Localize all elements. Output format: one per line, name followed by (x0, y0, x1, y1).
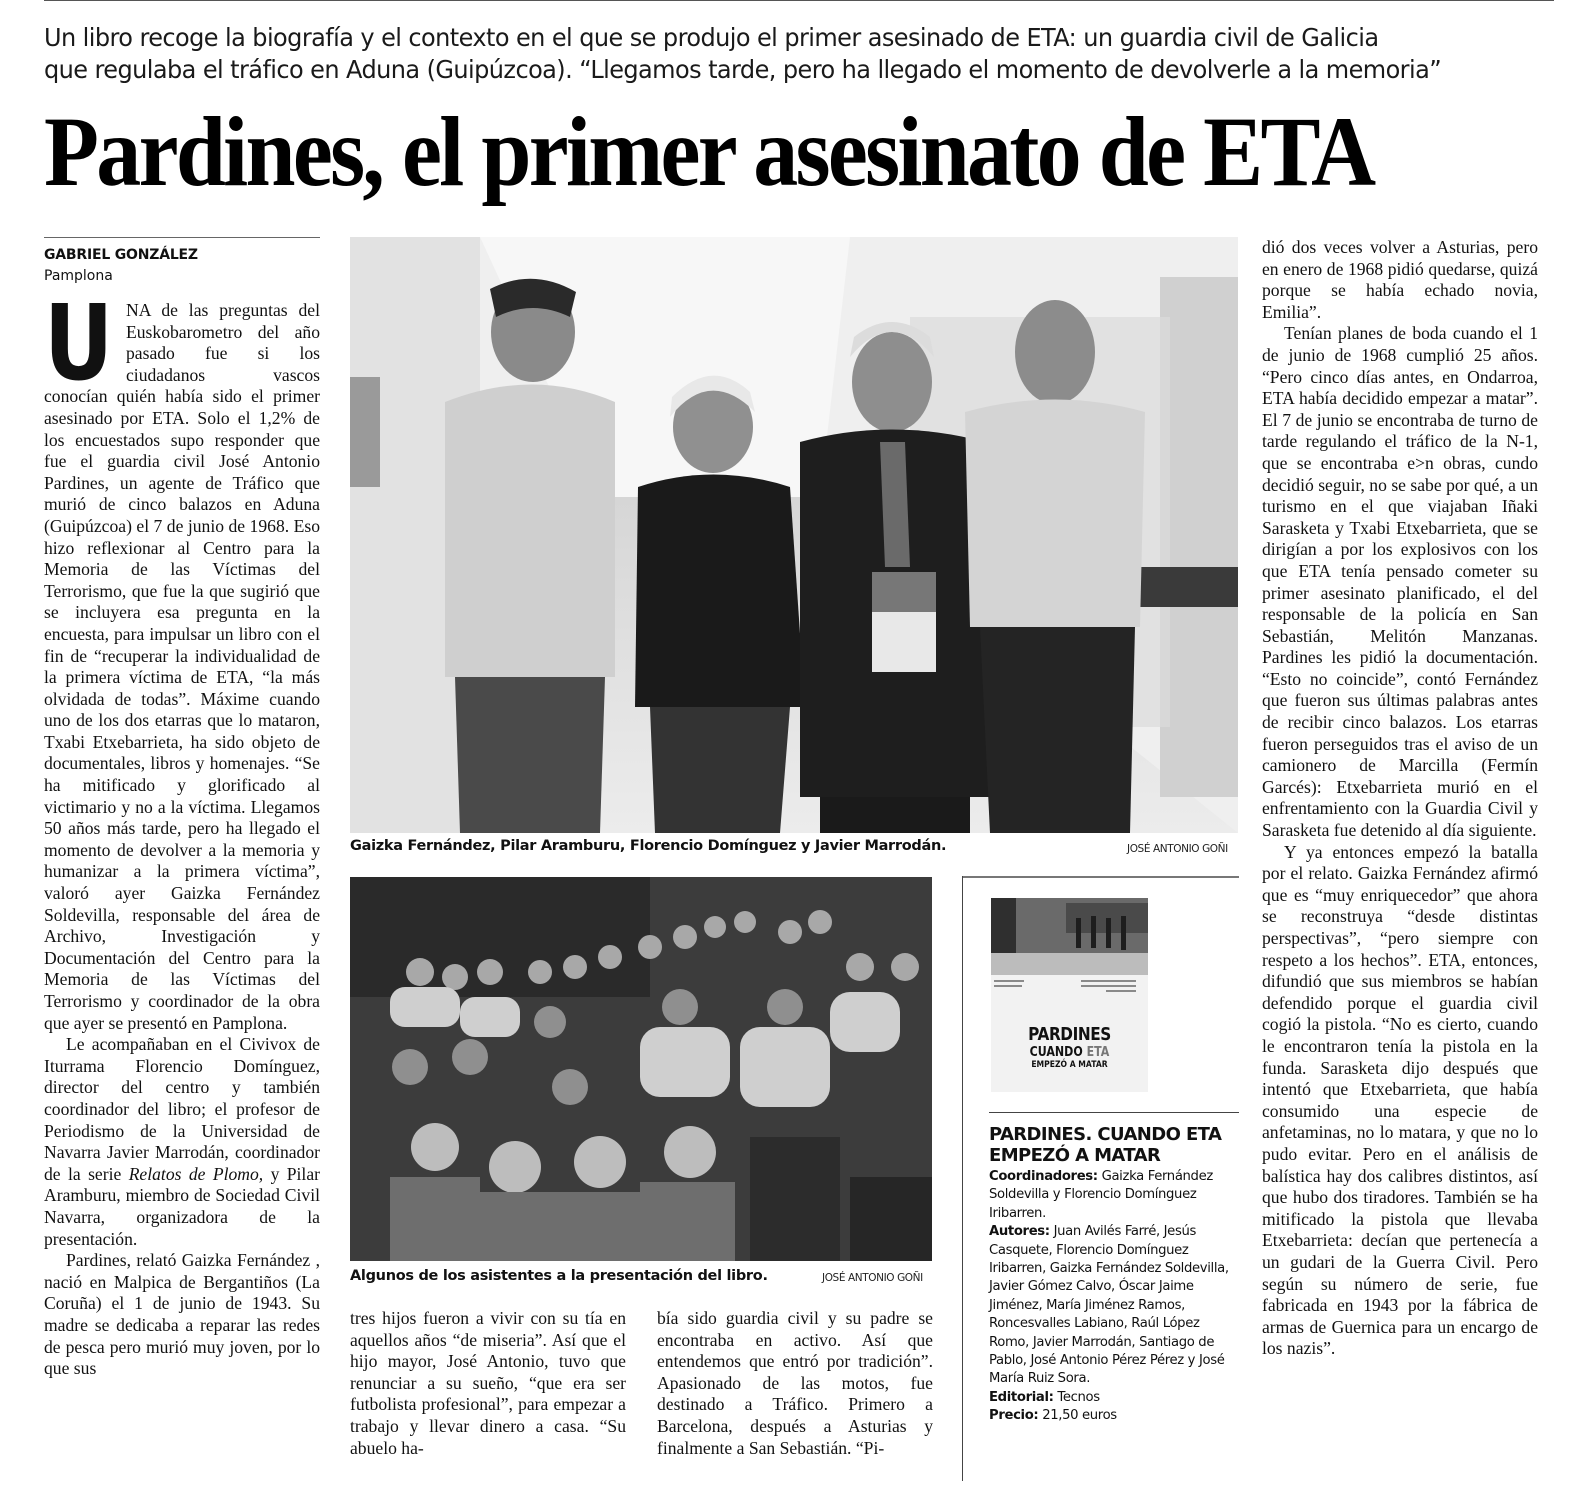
subheadline-line-2: que regulaba el tráfico en Aduna (Guipúzcoa). “Llegamos tarde, pero ha llegado el momento de devolverle a la memoria” (44, 55, 1442, 84)
article-column-3 (657, 1308, 933, 1459)
body-paragraph: UNA de las preguntas del Euskobarometro del año pasado fue si los ciudadanos vascos conocían quién había sido el primer asesinado por ETA. Solo el 1,2% de los encuestados supo responder que fue el guardia civil José Antonio Pardines, un agente de Tráfico que murió de cinco balazos en Aduna (Guipúzcoa) el 7 de junio de 1968. Eso hizo reflexionar al Centro para la Memoria de las Víctimas del Terrorismo, que fue la que sugirió que se incluyera esa pregunta en la encuesta, para impulsar un libro con el fin de “recuperar la individualidad de la primera víctima de ETA, “la más olvidada de todas”. Máxime cuando uno de los dos etarras que lo mataron, Txabi Etxebarrieta, ha sido objeto de documentales, libros y homenajes. “Se ha mitificado y glorificado al victimario y no a la víctima. Llegamos 50 años más tarde, pero ha llegado el momento de devolver a la memoria y humanizar a la primera víctima”, valoró ayer Gaizka Fernández Soldevilla, responsable del área de Archivo, Investigación y Documentación del Centro para la Memoria de las Víctimas del Terrorismo y coordinador de la obra que ayer se presentó en Pamplona. (44, 282, 320, 1033)
book-details (989, 1124, 1241, 1426)
byline-rule (44, 237, 320, 238)
article-column-2 (350, 1308, 626, 1459)
series-title: Relatos de Plomo, (128, 1163, 264, 1184)
body-paragraph: Pardines, relató Gaizka Fernández , nació en Malpica de Bergantiños (La Coruña) el 1 de junio de 1943. Su madre se dedicaba a reparar las redes de pesca pero murió muy joven, por lo que sus (44, 1250, 320, 1379)
top-rule (44, 0, 1554, 1)
byline-location: Pamplona (44, 268, 113, 284)
photo-credit-audience: JOSÉ ANTONIO GOÑI (822, 1272, 923, 1284)
book-publisher: Editorial: Tecnos (989, 1389, 1100, 1405)
book-info-box (962, 876, 1239, 1481)
book-price: Precio: 21,50 euros (989, 1408, 1117, 1424)
body-paragraph: Le acompañaban en el Civivox de Iturrama Florencio Domínguez, director del centro y también coordinador del libro; el profesor de Periodismo de la Universidad de Navarra Javier Marrodán, coordinador de la serie Relatos de Plomo, y Pilar Aramburu, miembro de Sociedad Civil Navarra, organizadora de la presentación. (44, 1034, 320, 1249)
headline: Pardines, el primer asesinato de ETA (44, 96, 1374, 207)
body-paragraph: bía sido guardia civil y su padre se encontraba en activo. Así que entendemos que entró por tradición”. Apasionado de las motos, fue destinado a Tráfico. Primero a Barcelona, después a Asturias y finalmente a San Sebastián. “Pi- (657, 1308, 933, 1458)
photo-presenters (350, 237, 1238, 833)
subheadline (44, 22, 1503, 86)
body-paragraph: tres hijos fueron a vivir con su tía en aquellos años “de miseria”. Así que el hijo mayor, José Antonio, tuvo que renunciar a su sueño, “que era ser futbolista profesional”, para empezar a trabajo y llevar dinero a casa. “Su abuelo ha- (350, 1308, 626, 1458)
photo-caption-audience: Algunos de los asistentes a la presentación del libro. (350, 1268, 768, 1284)
photo-credit-presenters: JOSÉ ANTONIO GOÑI (1127, 843, 1228, 855)
presenters-photo-image (350, 237, 1238, 833)
article-column-5 (1262, 237, 1538, 1360)
drop-cap: U (44, 282, 114, 404)
box-divider (989, 1112, 1239, 1113)
photo-caption-presenters: Gaizka Fernández, Pilar Aramburu, Florencio Domínguez y Javier Marrodán. (350, 838, 947, 854)
subheadline-line-1: Un libro recoge la biografía y el contexto en el que se produjo el primer asesinado de ETA: un guardia civil de Galicia (44, 23, 1379, 52)
byline-author: GABRIEL GONZÁLEZ (44, 247, 198, 263)
photo-audience (350, 877, 932, 1261)
book-coordinators: Coordinadores: Gaizka Fernández Soldevilla y Florencio Domínguez Iribarren. (989, 1169, 1213, 1221)
book-title: PARDINES. CUANDO ETA EMPEZÓ A MATAR (989, 1124, 1222, 1166)
book-authors: Autores: Juan Avilés Farré, Jesús Casquete, Florencio Domínguez Iribarren, Gaizka Fernández Soldevilla, Javier Gómez Calvo, Óscar Jaime Jiménez, María Jiménez Ramos, Roncesvalles Labiano, Raúl López Romo, Javier Marrodán, Santiago de Pablo, José Antonio Pérez Pérez y José María Ruiz Sora. (989, 1224, 1229, 1387)
body-paragraph: Tenían planes de boda cuando el 1 de junio de 1968 cumplió 25 años. “Pero cinco días antes, en Ondarroa, ETA había decidido empezar a matar”. El 7 de junio se encontraba de turno de tarde regulando el tráfico de la N-1, que se encontraba e>n obras, cundo decidió seguir, no se sabe por qué, a un turismo en el que viajaban Iñaki Sarasketa y Txabi Etxebarrieta, que se dirigían a por los explosivos con los que ETA tenía pensado cometer su primer asesinato planificado, el del responsable de la policía en San Sebastián, Melitón Manzanas. Pardines les pidió la documentación. “Esto no coincide”, contó Fernández que fueron sus últimas palabras antes de recibir cinco balazos. Los etarras fueron perseguidos tras el aviso de un camionero de Marcilla (Fermín Garcés): Etxebarrieta murió en el enfrentamiento con la Guardia Civil y Sarasketa fue detenido al día siguiente. (1262, 323, 1538, 841)
audience-photo-image (350, 877, 932, 1261)
book-cover-title: PARDINES CUANDO ETA EMPEZÓ A MATAR (1028, 1024, 1111, 1070)
body-paragraph: dió dos veces volver a Asturias, pero en enero de 1968 pidió quedarse, quizá porque se había echado novia, Emilia”. (1262, 237, 1538, 322)
box-top-rule (963, 876, 1239, 878)
article-column-1 (44, 237, 320, 1380)
body-paragraph: Y ya entonces empezó la batalla por el relato. Gaizka Fernández afirmó que es “muy enriquecedor” que ahora se reconstruya “desde distintas perspectivas”, “pero siempre con respeto a los hechos”. ETA, entonces, difundió que sus miembros se habían defendido porque el guardia civil cogió la pistola. “No es cierto, cuando le encontraron tenía la pistola en la funda. Sarasketa dijo después que intentó que Etxebarrieta, que había consumido una especie de anfetaminas, no lo matara, y que no lo pudo evitar. Pero en el análisis de balística hay dos calibres distintos, así que hubo dos tiradores. También se ha mitificado la pistola que llevaba Etxebarrieta: decían que pertenecía a un gudari de la Guerra Civil. Pero según su número de serie, fue fabricada en 1943 por la fábrica de armas de Guernica para un encargo de los nazis”. (1262, 841, 1538, 1359)
book-cover (991, 898, 1148, 1092)
